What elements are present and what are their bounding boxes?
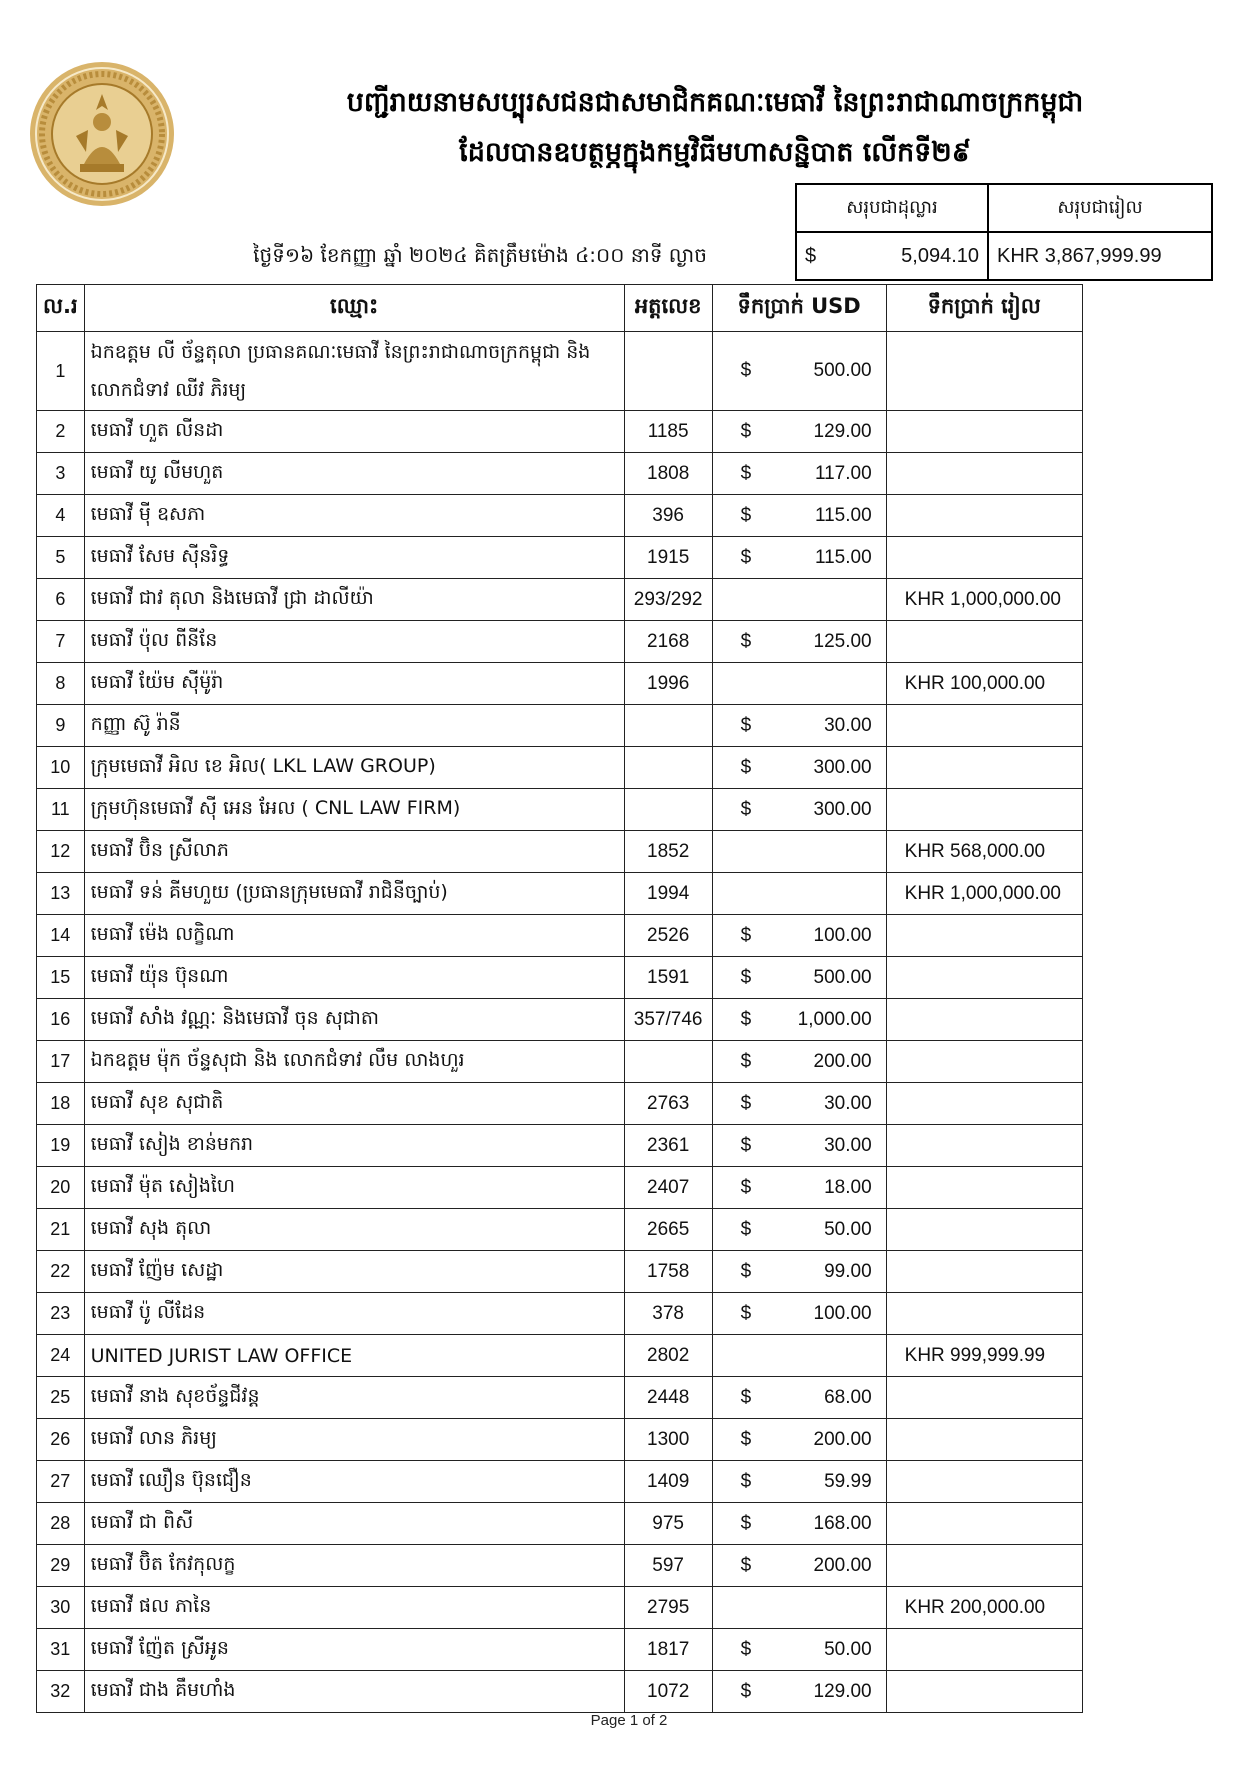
- row-number: 11: [37, 789, 85, 831]
- member-number: 2407: [624, 1167, 712, 1209]
- donor-name: មេធាវី ញ៉ែម សេដ្ឋា: [84, 1251, 624, 1293]
- col-header-name: ឈ្មោះ: [84, 285, 624, 332]
- row-number: 7: [37, 621, 85, 663]
- member-number: 1996: [624, 663, 712, 705]
- row-number: 24: [37, 1335, 85, 1377]
- table-row: [37, 1671, 1083, 1713]
- usd-amount-cell: [712, 1377, 886, 1419]
- row-number: 21: [37, 1209, 85, 1251]
- usd-amount-cell: [712, 1671, 886, 1713]
- table-row: [37, 831, 1083, 873]
- row-number: 9: [37, 705, 85, 747]
- col-header-usd: ទឹកប្រាក់ USD: [712, 285, 886, 332]
- total-usd-label: សរុបជាដុល្លារ: [796, 184, 988, 232]
- usd-amount-cell: [712, 1125, 886, 1167]
- row-number: 13: [37, 873, 85, 915]
- khr-amount: [886, 1461, 1082, 1503]
- row-number: 16: [37, 999, 85, 1041]
- khr-amount: [886, 1167, 1082, 1209]
- table-row: [37, 915, 1083, 957]
- khr-amount: [886, 1503, 1082, 1545]
- usd-amount-cell: [712, 663, 886, 705]
- usd-amount-cell: [712, 705, 886, 747]
- table-row: [37, 1041, 1083, 1083]
- khr-amount: [886, 1545, 1082, 1587]
- usd-amount: 115.00: [814, 546, 872, 568]
- usd-currency-sign: $: [740, 360, 752, 381]
- khr-amount: KHR 1,000,000.00: [886, 873, 1082, 915]
- member-number: 2665: [624, 1209, 712, 1251]
- usd-currency-sign: $: [740, 504, 752, 526]
- donor-name: កញ្ញា ស៊ូ រ៉ានី: [84, 705, 624, 747]
- khr-amount: KHR 200,000.00: [886, 1587, 1082, 1629]
- usd-currency-sign: $: [740, 1470, 752, 1492]
- usd-amount-cell: [712, 831, 886, 873]
- table-row: [37, 747, 1083, 789]
- usd-currency-sign: $: [740, 1386, 752, 1408]
- usd-amount-cell: [712, 1503, 886, 1545]
- usd-currency-sign: $: [740, 1428, 752, 1450]
- member-number: 1994: [624, 873, 712, 915]
- donor-name: មេធាវី លាន ភិរម្យ: [84, 1419, 624, 1461]
- table-row: [37, 1083, 1083, 1125]
- donor-name: មេធាវី យូ លីមហួត: [84, 453, 624, 495]
- member-number: [624, 789, 712, 831]
- document-title-line-2: ដែលបានឧបត្ថម្ភក្នុងកម្មវិធីមហាសន្និបាត លើកទី២៩: [459, 137, 971, 168]
- khr-amount: [886, 495, 1082, 537]
- khr-amount: [886, 1251, 1082, 1293]
- usd-currency-sign: $: [740, 924, 752, 946]
- row-number: 20: [37, 1167, 85, 1209]
- table-row: [37, 1167, 1083, 1209]
- usd-amount: 115.00: [814, 504, 872, 526]
- donor-name: ក្រុមមេធាវី អិល ខេ អិល( LKL LAW GROUP): [84, 747, 624, 789]
- khr-amount: [886, 915, 1082, 957]
- usd-amount-cell: [712, 1545, 886, 1587]
- table-row: [37, 999, 1083, 1041]
- khr-amount: [886, 705, 1082, 747]
- table-row: [37, 1545, 1083, 1587]
- col-header-member-no: អត្តលេខ: [624, 285, 712, 332]
- table-row: [37, 1251, 1083, 1293]
- row-number: 14: [37, 915, 85, 957]
- usd-amount-cell: [712, 1251, 886, 1293]
- member-number: 1072: [624, 1671, 712, 1713]
- donor-name: មេធាវី ឈឿន ប៊ុនជឿន: [84, 1461, 624, 1503]
- row-number: 27: [37, 1461, 85, 1503]
- row-number: 12: [37, 831, 85, 873]
- donor-name: មេធាវី ប៉ូ លីដែន: [84, 1293, 624, 1335]
- usd-amount-cell: [712, 1629, 886, 1671]
- table-row: [37, 1335, 1083, 1377]
- usd-currency-sign: $: [740, 1218, 752, 1240]
- table-row: [37, 453, 1083, 495]
- table-row: [37, 1587, 1083, 1629]
- member-number: 1817: [624, 1629, 712, 1671]
- donor-name: មេធាវី ជាវ តុលា និងមេធាវី ជ្រា ដាលីយ៉ា: [84, 579, 624, 621]
- donor-name: មេធាវី ប៉ុល ពីនីនែ: [84, 621, 624, 663]
- usd-amount: 200.00: [813, 1050, 872, 1072]
- row-number: 8: [37, 663, 85, 705]
- khr-amount: [886, 1419, 1082, 1461]
- page-indicator: Page 1 of 2: [590, 1712, 668, 1729]
- khr-amount: [886, 332, 1082, 411]
- donor-name: មេធាវី យ៉ុន ប៊ុនណា: [84, 957, 624, 999]
- donor-name: មេធាវី សាំង វណ្ណៈ និងមេធាវី ចុន សុជាតា: [84, 999, 624, 1041]
- khr-amount: [886, 621, 1082, 663]
- khr-amount: KHR 568,000.00: [886, 831, 1082, 873]
- member-number: [624, 332, 712, 411]
- table-row: [37, 579, 1083, 621]
- usd-currency-sign: $: [740, 1302, 752, 1324]
- usd-amount: 50.00: [824, 1218, 872, 1240]
- member-number: 1758: [624, 1251, 712, 1293]
- usd-amount: 168.00: [813, 1512, 872, 1534]
- usd-amount: 59.99: [824, 1470, 872, 1492]
- member-number: 2802: [624, 1335, 712, 1377]
- member-number: 1409: [624, 1461, 712, 1503]
- col-header-khr: ទឹកប្រាក់ រៀល: [886, 285, 1082, 332]
- usd-amount-cell: [712, 915, 886, 957]
- donor-name: មេធាវី ជាង គឹមហាំង: [84, 1671, 624, 1713]
- donor-name: មេធាវី សៀង ខាន់មករា: [84, 1125, 624, 1167]
- donor-name: មេធាវី យ៉ែម ស៊ីម៉ូរ៉ា: [84, 663, 624, 705]
- usd-amount: 129.00: [813, 1680, 872, 1702]
- usd-currency-sign: $: [740, 1008, 752, 1030]
- khr-amount: KHR 999,999.99: [886, 1335, 1082, 1377]
- usd-amount-cell: [712, 1419, 886, 1461]
- row-number: 3: [37, 453, 85, 495]
- row-number: 22: [37, 1251, 85, 1293]
- member-number: 1300: [624, 1419, 712, 1461]
- member-number: 1852: [624, 831, 712, 873]
- row-number: 19: [37, 1125, 85, 1167]
- donor-name: មេធាវី ជា ពិសី: [84, 1503, 624, 1545]
- donor-name: មេធាវី ប៊ិន ស្រីលាភ: [84, 831, 624, 873]
- donor-name: មេធាវី ម៉ី ឧសភា: [84, 495, 624, 537]
- table-row: [37, 1377, 1083, 1419]
- usd-amount: 129.00: [813, 420, 872, 442]
- usd-currency-sign: $: [740, 714, 752, 736]
- report-date: ថ្ងៃទី១៦ ខែកញ្ញា ឆ្នាំ ២០២៤ គិតត្រឹមម៉ោង ៤:០០ នាទី ល្ងាច: [253, 243, 707, 267]
- khr-amount: [886, 411, 1082, 453]
- usd-amount-cell: [712, 1335, 886, 1377]
- row-number: 17: [37, 1041, 85, 1083]
- member-number: 1185: [624, 411, 712, 453]
- total-khr-label: សរុបជារៀល: [988, 184, 1212, 232]
- usd-amount-cell: [712, 1167, 886, 1209]
- table-row: [37, 621, 1083, 663]
- khr-amount: [886, 1671, 1082, 1713]
- usd-amount-cell: [712, 1293, 886, 1335]
- usd-amount: 50.00: [824, 1638, 872, 1660]
- table-row: [37, 663, 1083, 705]
- usd-amount: 30.00: [824, 1092, 872, 1114]
- usd-amount: 117.00: [814, 462, 872, 484]
- usd-currency-sign: $: [740, 1512, 752, 1534]
- usd-amount: 68.00: [824, 1386, 872, 1408]
- usd-currency-sign: $: [740, 630, 752, 652]
- usd-amount-cell: [712, 873, 886, 915]
- table-row: [37, 1461, 1083, 1503]
- donor-table: [36, 284, 1083, 1713]
- khr-amount: [886, 537, 1082, 579]
- usd-currency-sign: $: [740, 1092, 752, 1114]
- usd-amount: 300.00: [813, 798, 872, 820]
- usd-amount-cell: [712, 1041, 886, 1083]
- member-number: 378: [624, 1293, 712, 1335]
- table-row: [37, 705, 1083, 747]
- usd-amount: 1,000.00: [797, 1008, 872, 1030]
- usd-amount: 99.00: [824, 1260, 872, 1282]
- table-header-row: [37, 285, 1083, 332]
- usd-currency-sign: $: [740, 1050, 752, 1072]
- usd-amount-cell: [712, 579, 886, 621]
- usd-amount: 100.00: [813, 1302, 872, 1324]
- khr-amount: [886, 1083, 1082, 1125]
- khr-amount: [886, 1041, 1082, 1083]
- table-row: [37, 1125, 1083, 1167]
- usd-currency-sign: $: [740, 1554, 752, 1576]
- usd-amount-cell: [712, 957, 886, 999]
- donor-name: ក្រុមហ៊ុនមេធាវី ស៊ី អេន អែល ( CNL LAW FIRM): [84, 789, 624, 831]
- row-number: 25: [37, 1377, 85, 1419]
- usd-amount-cell: [712, 999, 886, 1041]
- totals-table: [795, 183, 1213, 281]
- usd-amount-cell: [712, 789, 886, 831]
- total-khr-value: KHR 3,867,999.99: [988, 232, 1212, 280]
- usd-currency-sign: $: [740, 1134, 752, 1156]
- donor-name: មេធាវី ប៊ិត កែវកុលក្ខ: [84, 1545, 624, 1587]
- row-number: 23: [37, 1293, 85, 1335]
- member-number: 1915: [624, 537, 712, 579]
- usd-amount-cell: [712, 621, 886, 663]
- usd-currency-sign: $: [740, 462, 752, 484]
- khr-amount: [886, 1125, 1082, 1167]
- usd-currency-sign: $: [740, 1176, 752, 1198]
- table-row: [37, 1503, 1083, 1545]
- member-number: 1591: [624, 957, 712, 999]
- member-number: 975: [624, 1503, 712, 1545]
- table-row: [37, 1293, 1083, 1335]
- usd-amount-cell: [712, 1209, 886, 1251]
- usd-amount-cell: [712, 495, 886, 537]
- usd-amount: 500.00: [813, 360, 872, 381]
- donor-name: មេធាវី នាង សុខច័ន្ទជីវន្ត: [84, 1377, 624, 1419]
- usd-amount-cell: [712, 453, 886, 495]
- table-row: [37, 537, 1083, 579]
- member-number: 597: [624, 1545, 712, 1587]
- usd-amount: 500.00: [813, 966, 872, 988]
- donor-name: មេធាវី សុខ សុជាតិ: [84, 1083, 624, 1125]
- row-number: 30: [37, 1587, 85, 1629]
- col-header-no: ល.រ: [37, 285, 85, 332]
- row-number: 10: [37, 747, 85, 789]
- usd-amount: 300.00: [813, 756, 872, 778]
- bar-association-seal-logo: [28, 60, 176, 208]
- usd-amount-cell: [712, 537, 886, 579]
- khr-amount: [886, 1629, 1082, 1671]
- table-row: [37, 495, 1083, 537]
- row-number: 15: [37, 957, 85, 999]
- row-number: 28: [37, 1503, 85, 1545]
- usd-amount: 30.00: [824, 714, 872, 736]
- khr-amount: [886, 957, 1082, 999]
- donor-name: មេធាវី ម៉ុត សៀងហៃ: [84, 1167, 624, 1209]
- table-row: [37, 873, 1083, 915]
- usd-amount-cell: [712, 747, 886, 789]
- donor-name: UNITED JURIST LAW OFFICE: [84, 1335, 624, 1377]
- usd-currency-sign: $: [740, 1638, 752, 1660]
- row-number: 31: [37, 1629, 85, 1671]
- row-number: 6: [37, 579, 85, 621]
- member-number: 2763: [624, 1083, 712, 1125]
- row-number: 26: [37, 1419, 85, 1461]
- khr-amount: [886, 789, 1082, 831]
- member-number: [624, 1041, 712, 1083]
- member-number: 1808: [624, 453, 712, 495]
- usd-amount: 125.00: [813, 630, 872, 652]
- usd-amount: 200.00: [813, 1428, 872, 1450]
- khr-amount: KHR 100,000.00: [886, 663, 1082, 705]
- table-row: [37, 1209, 1083, 1251]
- row-number: 4: [37, 495, 85, 537]
- row-number: 2: [37, 411, 85, 453]
- table-row: [37, 1629, 1083, 1671]
- total-usd-amount: 5,094.10: [901, 244, 979, 267]
- usd-currency-sign: $: [740, 420, 752, 442]
- donor-name: មេធាវី ផល ភានៃ: [84, 1587, 624, 1629]
- member-number: [624, 705, 712, 747]
- document-title-line-1: បញ្ជីរាយនាមសប្បុរសជនជាសមាជិកគណៈមេធាវី នៃព្រះរាជាណាចក្រកម្ពុជា: [346, 87, 1084, 118]
- usd-amount: 18.00: [824, 1176, 872, 1198]
- usd-currency-sign: $: [740, 1260, 752, 1282]
- member-number: 396: [624, 495, 712, 537]
- usd-currency-sign: $: [740, 798, 752, 820]
- usd-currency-sign: $: [740, 756, 752, 778]
- usd-amount-cell: [712, 1461, 886, 1503]
- usd-amount-cell: [712, 1587, 886, 1629]
- row-number: 1: [37, 332, 85, 411]
- row-number: 29: [37, 1545, 85, 1587]
- khr-amount: [886, 747, 1082, 789]
- donor-name: មេធាវី ទន់ គីមហួយ (ប្រធានក្រុមមេធាវី រាជិនីច្បាប់): [84, 873, 624, 915]
- donor-name: មេធាវី ញ៉ែត ស្រីអូន: [84, 1629, 624, 1671]
- table-row: [37, 789, 1083, 831]
- table-row: [37, 332, 1083, 411]
- khr-amount: [886, 453, 1082, 495]
- table-row: [37, 957, 1083, 999]
- usd-amount-cell: [712, 332, 886, 411]
- member-number: [624, 747, 712, 789]
- donor-name: ឯកឧត្តម លី ច័ន្ទតុលា ប្រធានគណៈមេធាវី នៃព្រះរាជាណាចក្រកម្ពុជា និង លោកជំទាវ ឈីវ ភិរម្យ: [84, 332, 624, 411]
- khr-amount: KHR 1,000,000.00: [886, 579, 1082, 621]
- usd-amount-cell: [712, 1083, 886, 1125]
- donor-name: មេធាវី សែម ស៊ីនរិទ្ធ: [84, 537, 624, 579]
- table-row: [37, 1419, 1083, 1461]
- row-number: 32: [37, 1671, 85, 1713]
- donor-name: មេធាវី ហួត លីនដា: [84, 411, 624, 453]
- usd-currency-sign: $: [740, 546, 752, 568]
- khr-amount: [886, 1377, 1082, 1419]
- member-number: 293/292: [624, 579, 712, 621]
- table-row: [37, 411, 1083, 453]
- member-number: 2526: [624, 915, 712, 957]
- usd-amount: 100.00: [813, 924, 872, 946]
- donor-name: ឯកឧត្តម ម៉ុក ច័ន្ទសុជា និង លោកជំទាវ លឹម លាងហួរ: [84, 1041, 624, 1083]
- row-number: 18: [37, 1083, 85, 1125]
- usd-amount: 30.00: [824, 1134, 872, 1156]
- member-number: 357/746: [624, 999, 712, 1041]
- usd-currency-sign: $: [740, 966, 752, 988]
- usd-amount-cell: [712, 411, 886, 453]
- row-number: 5: [37, 537, 85, 579]
- khr-amount: [886, 1293, 1082, 1335]
- total-usd-currency: $: [805, 244, 817, 267]
- total-usd-value: [796, 232, 988, 280]
- khr-amount: [886, 1209, 1082, 1251]
- donor-name: មេធាវី ម៉េង លក្ខិណា: [84, 915, 624, 957]
- member-number: 2448: [624, 1377, 712, 1419]
- member-number: 2361: [624, 1125, 712, 1167]
- member-number: 2168: [624, 621, 712, 663]
- usd-currency-sign: $: [740, 1680, 752, 1702]
- donor-name: មេធាវី សុង តុលា: [84, 1209, 624, 1251]
- member-number: 2795: [624, 1587, 712, 1629]
- khr-amount: [886, 999, 1082, 1041]
- usd-amount: 200.00: [813, 1554, 872, 1576]
